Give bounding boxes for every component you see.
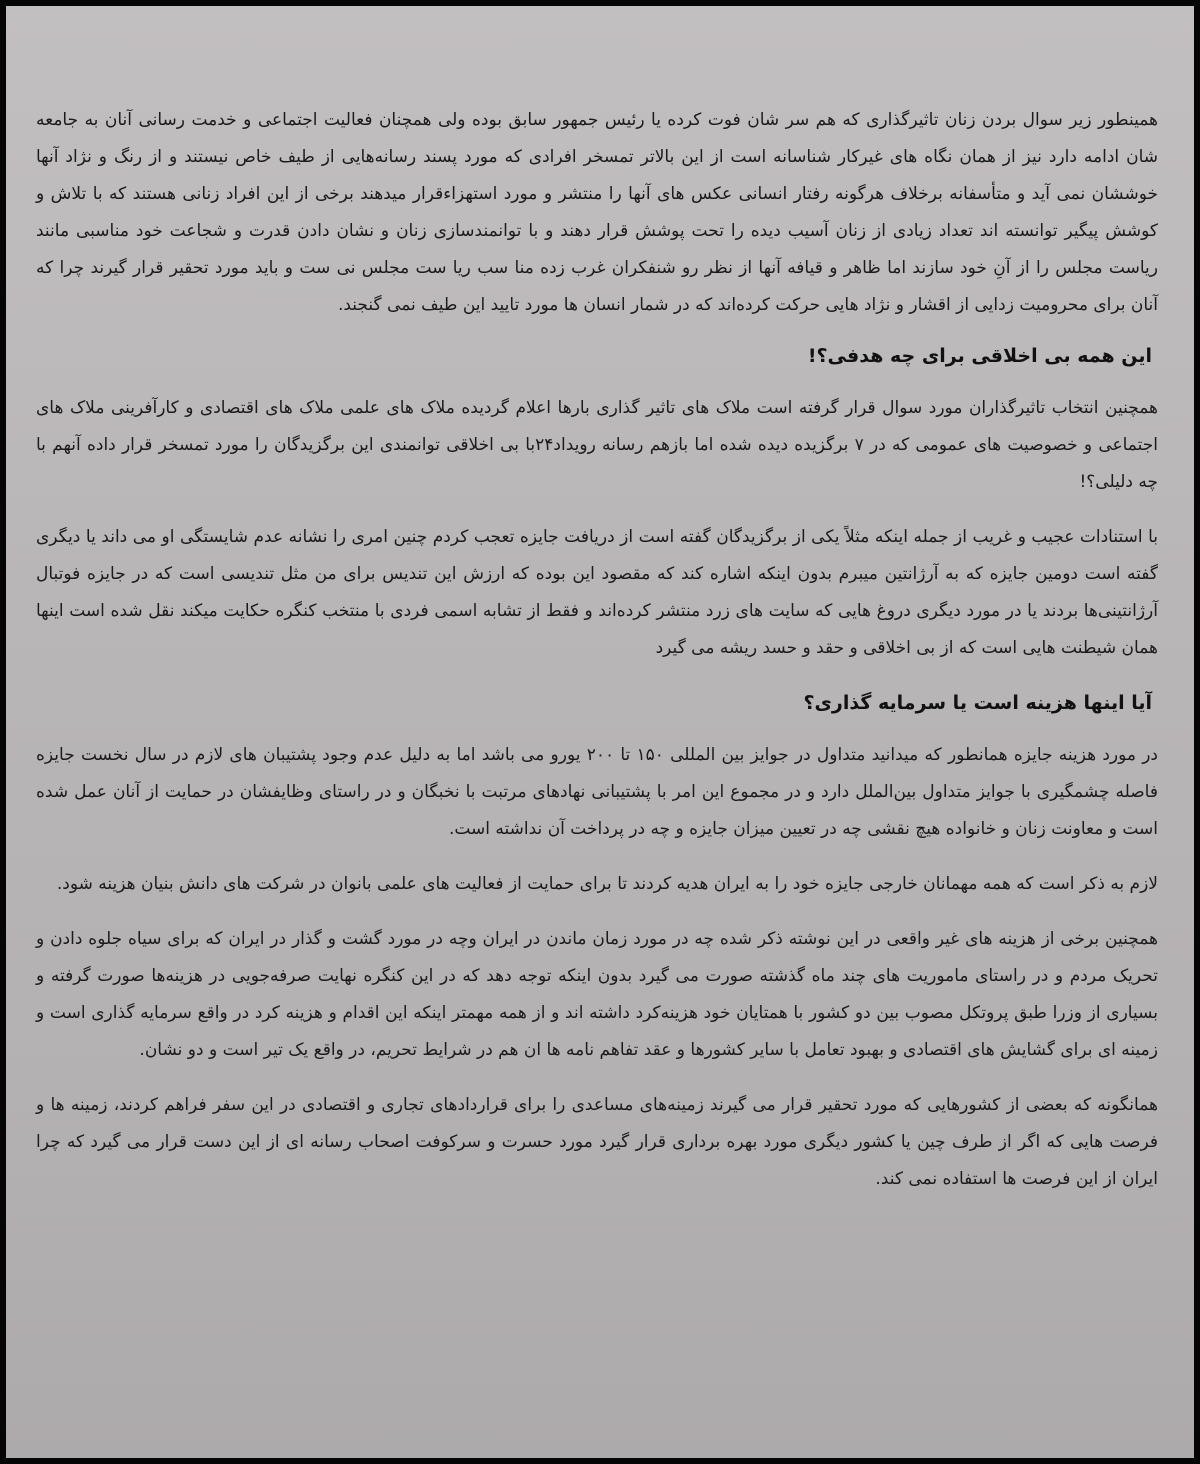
section-heading-cost-or-investment: آیا اینها هزینه است یا سرمایه گذاری؟ [803,692,1152,714]
section-heading-immorality: این همه بی اخلاقی برای چه هدفی؟! [807,345,1152,367]
paragraph-unreal-costs: همچنین برخی از هزینه های غیر واقعی در این نوشته ذکر شده چه در مورد زمان ماندن در ایران وچه در مورد گشت و گذار در ایران که برای سیاه جلوه دادن و تحریک مردم و در راستای ماموریت های چند ماه گذشته صورت می گیرد بدون اینکه توجه دهد که در این کنگره نهایت صرفه‌جویی در هزینه‌ها صورت گرفته و بسیاری از وزرا طبق پروتکل مصوب بین دو کشور با همتایان خود هزینه‌کرد داشته اند و از همه مهمتر اینکه این اقدام و هزینه کرد در واقع سرمایه گذاری است و زمینه ای برای گشایش های اقتصادی و بهبود تعامل با سایر کشورها و عقد تفاهم نامه ها ان هم در شرایط تحریم، در واقع یک تیر است و دو نشان. [36,929,1158,1060]
paragraph-selection-criteria: همچنین انتخاب تاثیرگذاران مورد سوال قرار گرفته است ملاک های تاثیر گذاری بارها اعلام گردیده ملاک های علمی ملاک های اقتصادی و کارآفرینی ملاک های اجتماعی و خصوصیت های عمومی که در ۷ برگزیده دیده شده اما بازهم رسانه رویداد۲۴با بی اخلاقی توانمندی این برگزیدگان را مورد تمسخر قرار داده آنهم با چه دلیلی؟! [36,398,1159,492]
article-body [36,102,1158,1216]
paragraph-prize-cost: در مورد هزینه جایزه همانطور که میدانید متداول در جوایز بین المللی ۱۵۰ تا ۲۰۰ یورو می باشد اما به دلیل عدم وجود پشتیبان های لازم در سال نخست جایزه فاصله چشمگیری با جوایز متداول بین‌الملل دارد و در مجموع این امر با پشتیبانی نهادهای مرتبت با نخبگان و در راستای وظایفشان در حمایت از آنان عمل شده است و معاونت زنان و خانواده هیچ نقشی چه در تعیین میزان جایزه و چه در پرداخت آن نداشته است. [36,745,1158,839]
paragraph-strange-citations: با استنادات عجیب و غریب از جمله اینکه مثلاً یکی از برگزیدگان گفته است از دریافت جایزه تعجب کردم چنین امری را نشانه عدم شایستگی او می داند یا دیگری گفته است دومین جایزه که به آرژانتین میبرم بدون اینکه اشاره کند که مقصود این بوده که ارزش این تندیس برای من مثل تندیسی است که در جایزه فوتبال آرژانتینی‌ها بردند یا در مورد دیگری دروغ هایی که سایت های زرد منتشر کرده‌اند و فقط از تشابه اسمی فردی با منتخب کنگره حکایت میکند نقل شده است اینها همان شیطنت هایی است که از بی اخلاقی و حقد و حسد ریشه می گیرد [36,527,1158,658]
document-page [6,6,1194,1458]
paragraph-guests-donation: لازم به ذکر است که همه مهمانان خارجی جایزه خود را به ایران هدیه کردند تا برای حمایت از فعالیت های علمی بانوان در شرکت های دانش بنیان هزینه شود. [56,874,1158,894]
paragraph-opportunities: همانگونه که بعضی از کشورهایی که مورد تحقیر قرار می گیرند زمینه‌های مساعدی را برای قراردادهای تجاری و اقتصادی در این سفر فراهم کردند، زمینه ها و فرصت هایی که اگر از طرف چین یا کشور دیگری مورد بهره برداری قرار گیرد مورد حسرت و سرکوفت اصحاب رسانه ای از این دست قرار می گیرد که چرا ایران از این فرصت ها استفاده نمی کند. [36,1095,1158,1189]
paragraph-intro: همینطور زیر سوال بردن زنان تاثیرگذاری که هم سر شان فوت کرده یا رئیس جمهور سابق بوده ولی همچنان فعالیت اجتماعی و خدمت رسانی آنان به جامعه شان ادامه دارد نیز از همان نگاه های غیرکار شناسانه است از این بالاتر تمسخر افرادی که مورد پسند رسانه‌هایی از طیف خاص نیستند و از رنگ و نژاد آنها خوششان نمی آید و متأسفانه برخلاف هرگونه رفتار انسانی عکس های آنها را منتشر و مورد استهزاءقرار میدهند برخی از این افراد زنانی هستند که با تلاش و کوشش پیگیر توانسته اند تعداد زیادی از زنان آسیب دیده را تحت پوشش قرار دهند و با توانمندسازی زنان و نشان دادن قدرت و شجاعت خود مناسبی مانند ریاست مجلس را از آنِ خود سازند اما ظاهر و قیافه آنها از نظر رو شنفکران غرب زده منا سب ریا ست مجلس نی ست و باید مورد تحقیر قرار گیرند چرا که آنان برای محرومیت زدایی از اقشار و نژاد هایی حرکت کرده‌اند که در شمار انسان ها مورد تایید این طیف نمی گنجند. [36,110,1158,315]
